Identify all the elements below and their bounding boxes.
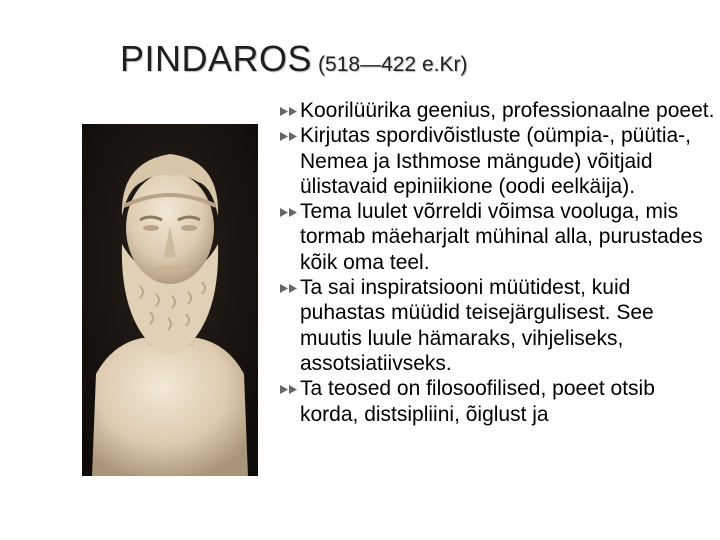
list-item <box>278 199 718 275</box>
slide-title <box>120 38 467 80</box>
bust-sculpture-icon <box>82 124 258 476</box>
bullet-text: Ta sai inspiratsiooni müütidest, kuid puhastas müüdid teisejärgulisest. See muutis luule hämaraks, vihjeliseks, assotsiatiivseks. <box>300 276 654 375</box>
bullet-text: Tema luulet võrreldi võimsa vooluga, mis tormab mäeharjalt mühinal alla, purustades kõik oma teel. <box>300 200 703 274</box>
list-item <box>278 98 718 123</box>
title-main: PINDAROS <box>120 38 313 79</box>
bullet-arrow-icon <box>278 376 300 401</box>
list-item <box>278 123 718 199</box>
bullet-arrow-icon <box>278 199 300 224</box>
bullet-text: Koorilüürika geenius, professionaalne poeet. <box>300 99 715 122</box>
pindaros-bust-image <box>82 124 258 476</box>
bullet-list <box>278 98 718 427</box>
bullet-text: Kirjutas spordivõistluste (oümpia-, püütia-, Nemea ja Isthmose mängude) võitjaid ülistavaid epiniikione (oodi eelkäija). <box>300 124 692 198</box>
bullet-text: Ta teosed on filosoofilised, poeet otsib korda, distsipliini, õiglust ja <box>300 377 655 426</box>
bullet-arrow-icon <box>278 275 300 300</box>
bullet-arrow-icon <box>278 98 300 123</box>
bullet-arrow-icon <box>278 123 300 148</box>
list-item <box>278 376 718 427</box>
title-dates: (518—422 e.Kr) <box>318 53 468 76</box>
list-item <box>278 275 718 376</box>
